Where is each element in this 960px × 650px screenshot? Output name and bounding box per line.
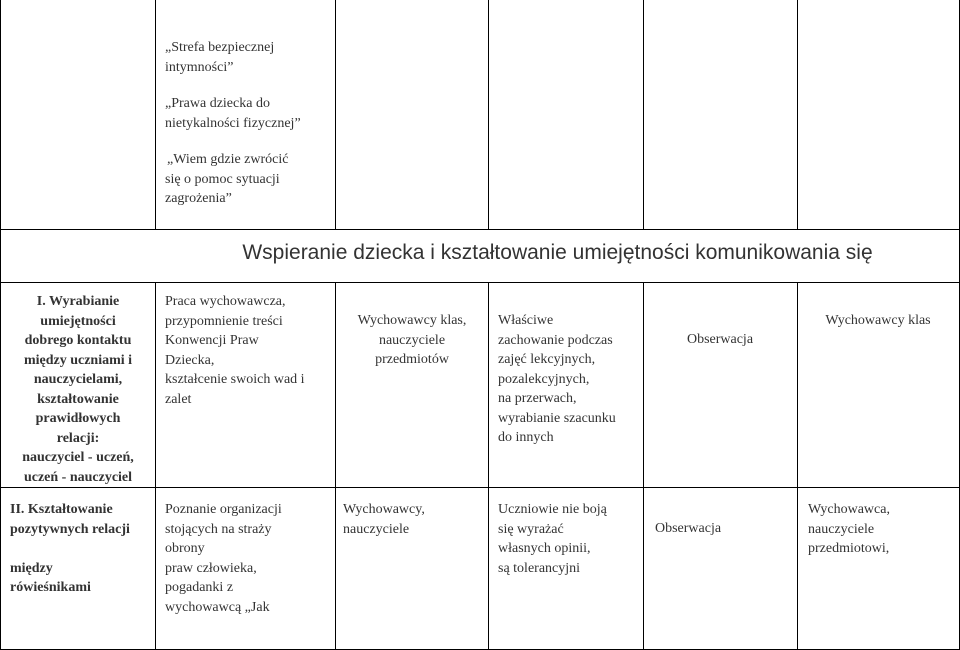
cell-line: pogadanki z <box>165 580 234 595</box>
grid-line <box>335 282 336 650</box>
cell-line: nauczyciel - uczeń, <box>22 450 134 465</box>
cell-line: nauczyciele <box>343 521 410 537</box>
activity-line: nietykalności fizycznej” <box>165 115 301 131</box>
activity-line: „Strefa bezpiecznej <box>165 40 275 55</box>
cell-line: między uczniami i <box>23 352 133 368</box>
cell-line: Praca wychowawcza, <box>165 294 286 309</box>
grid-line <box>155 0 156 229</box>
activity-line: „Wiem gdzie zwrócić <box>167 152 289 167</box>
grid-line <box>0 229 960 230</box>
activity-item <box>165 94 345 133</box>
cell-line: Obserwacja <box>686 332 754 347</box>
cell-line: Obserwacja <box>655 521 722 536</box>
cell-line: Wychowawcy, <box>343 502 425 517</box>
grid-line <box>0 0 1 650</box>
cell-line: Uczniowie nie boją <box>498 502 607 517</box>
cell-line: umiejętności <box>40 313 116 329</box>
cell-line: wyrabianie szacunku <box>498 410 616 426</box>
grid-line <box>0 282 960 283</box>
grid-line <box>643 0 644 229</box>
cell-line: zajęć lekcyjnych, <box>498 352 596 367</box>
row1-forms <box>165 292 333 409</box>
cell-line: zachowanie podczas <box>498 332 613 348</box>
cell-line: do innych <box>498 430 554 445</box>
cell-line: relacji: <box>56 430 100 446</box>
cell-line <box>10 539 153 559</box>
cell-line: zalet <box>165 391 192 407</box>
cell-line: Wychowawcy klas <box>825 313 931 328</box>
cell-line: II. Kształtowanie <box>10 502 113 517</box>
row1-goal <box>3 292 153 487</box>
row1-evaluation <box>645 330 795 350</box>
row1-evaluator <box>799 311 957 331</box>
activity-line: zagrożenia” <box>165 191 232 206</box>
activity-item <box>165 38 345 77</box>
cell-line: nauczycielami, <box>33 372 123 387</box>
cell-line: Wychowawcy klas, <box>357 313 467 328</box>
cell-line: pozytywnych relacji <box>10 521 130 537</box>
grid-line <box>0 487 960 488</box>
section-heading: Wspieranie dziecka i kształtowanie umiejętności komunikowania się <box>242 241 873 264</box>
activity-list <box>165 38 345 209</box>
cell-line: nauczyciele <box>808 521 875 537</box>
cell-line: stojących na straży <box>165 521 272 537</box>
cell-line: wychowawcą „Jak <box>165 599 270 615</box>
row2-evaluation <box>655 519 795 539</box>
grid-line <box>155 282 156 650</box>
cell-line: Dziecka, <box>165 352 215 368</box>
cell-line: na przerwach, <box>498 391 577 406</box>
grid-line <box>488 0 489 229</box>
row2-responsible <box>343 500 486 539</box>
grid-line <box>643 282 644 650</box>
row1-effects <box>498 311 641 448</box>
activity-line: intymności” <box>165 59 234 75</box>
cell-line: Właściwe <box>498 313 554 328</box>
cell-line: uczeń - nauczyciel <box>23 469 133 485</box>
cell-line: pozalekcyjnych, <box>498 371 590 387</box>
row1-responsible <box>337 311 487 370</box>
cell-line: nauczyciele <box>378 332 446 348</box>
row2-effects <box>498 500 641 578</box>
activity-item <box>165 150 345 209</box>
cell-line: rówieśnikami <box>10 580 91 595</box>
cell-line: przypomnienie treści <box>165 313 283 329</box>
cell-line: Konwencji Praw <box>165 333 259 348</box>
cell-line: praw człowieka, <box>165 560 257 576</box>
cell-line: I. Wyrabianie <box>36 294 120 309</box>
cell-line: przedmiotowi, <box>808 541 890 556</box>
row2-forms <box>165 500 333 617</box>
cell-line: własnych opinii, <box>498 541 591 556</box>
cell-line: są tolerancyjni <box>498 560 581 576</box>
cell-line: przedmiotów <box>375 352 449 367</box>
grid-line <box>797 282 798 650</box>
activity-line: „Prawa dziecka do <box>165 96 270 111</box>
cell-line: obrony <box>165 541 205 556</box>
cell-line: Wychowawca, <box>808 502 890 517</box>
activity-line: się o pomoc sytuacji <box>165 171 280 187</box>
cell-line: się wyrażać <box>498 521 564 537</box>
row2-goal <box>10 500 153 598</box>
cell-line: dobrego kontaktu <box>24 333 132 348</box>
grid-line <box>488 282 489 650</box>
grid-line <box>797 0 798 229</box>
cell-line: Poznanie organizacji <box>165 502 282 517</box>
cell-line: kształtowanie <box>37 391 119 407</box>
cell-line: między <box>10 560 53 576</box>
cell-line: kształcenie swoich wad i <box>165 372 305 387</box>
cell-line: prawidłowych <box>35 411 121 426</box>
row2-evaluator <box>808 500 958 559</box>
